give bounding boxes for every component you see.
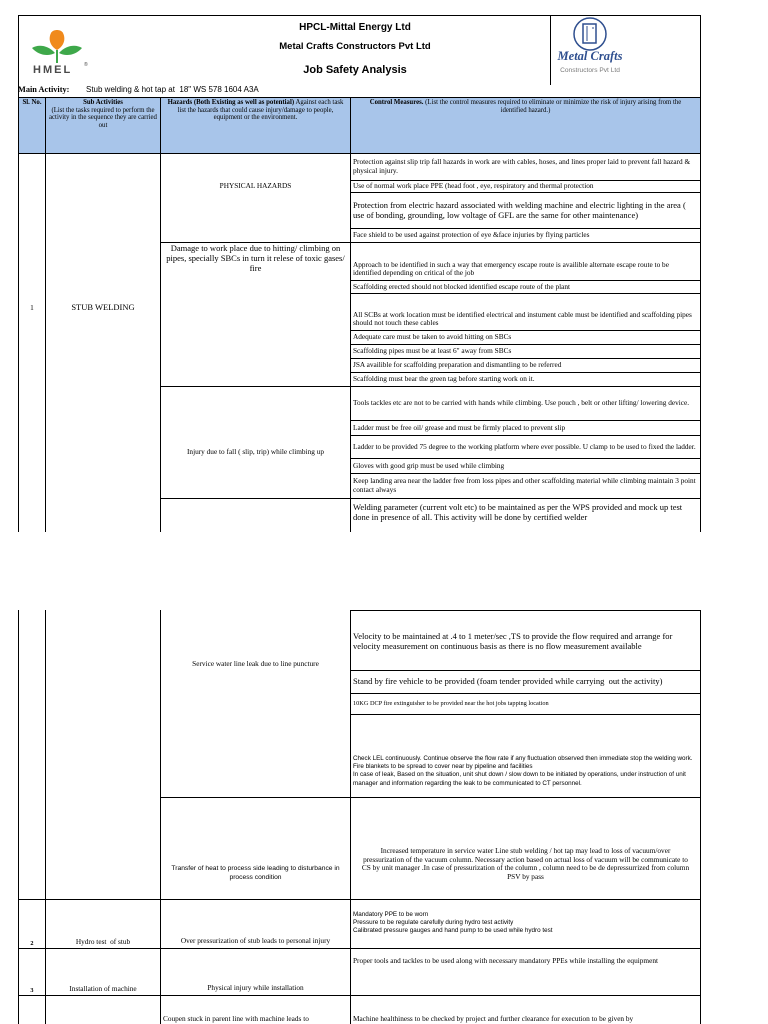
control-measure-cell	[350, 498, 701, 532]
metal-crafts-logo-name: Metal Crafts	[557, 49, 623, 63]
control-measure-cell	[350, 693, 701, 715]
row1-sub-activity-cell-continued	[45, 610, 161, 900]
hazard-text: Physical injury while installation	[207, 983, 304, 993]
hmel-logo	[30, 26, 92, 80]
control-measure-text: Ladder to be provided 75 degree to the working platform where ever possible. U clamp to be used to fixed the ladder.	[353, 441, 696, 451]
control-measure-text: Welding parameter (current volt etc) to be maintained as per the WPS provided and mock up test done in presence of all. This activity will be done by certified welder	[353, 502, 683, 522]
control-measure-text: Stand by fire vehicle to be provided (foam tender provided while carrying out the activity)	[353, 676, 663, 687]
hazard-text: Damage to work place due to hitting/ climbing on pipes, specially SBCs in turn it relese of toxic gases/ fire	[166, 243, 345, 273]
sub-activities-header-text	[49, 99, 157, 129]
control-measure-text: Approach to be identified in such a way that emergency escape route is availible alternate escape route to be identified depending on critical of the job	[353, 259, 669, 278]
control-measure-text: Use of normal work place PPE (head foot , eye, respiratory and thermal protection	[353, 181, 594, 191]
control-measure-cell	[350, 192, 701, 229]
control-measure-cell	[350, 458, 701, 474]
row1-sl-cell	[18, 153, 46, 532]
hazard-text: Coupen stuck in parent line with machine leads to	[163, 1014, 309, 1023]
hazard-cell-fall	[160, 386, 351, 499]
control-measure-line: Pressure to be regulate carefully during hydro test activity	[353, 918, 514, 926]
control-measures-header-text	[357, 99, 694, 114]
control-measure-text: Scaffolding erected should not blocked identified escape route of the plant	[353, 281, 571, 291]
row1-sub-activity: STUB WELDING	[71, 302, 135, 312]
hazard-cell-over-pressure	[160, 899, 351, 949]
control-measure-text: 10KG DCP fire extinguisher to be provided near the hot jobs tapping location	[353, 700, 549, 708]
hazard-text: Over pressurization of stub leads to personal injury	[180, 936, 331, 946]
control-measure-cell	[350, 242, 701, 281]
hmel-logo-text: HMEL	[33, 64, 73, 76]
row3-sl-cell	[18, 948, 46, 996]
control-measure-line: In case of leak, Based on the situation, unit shut down / slow down to be initiated by operations, under instruction of unit manager and information regarding the leak to be communicated to CT personnel.	[353, 771, 686, 787]
row1-sl-cell-continued	[18, 610, 46, 900]
hazard-text: Injury due to fall ( slip, trip) while climbing up	[187, 447, 324, 457]
main-activity-label: Main Activity:	[18, 85, 70, 94]
control-measure-cell	[350, 948, 701, 996]
hazards-header	[160, 97, 351, 154]
hmel-flower-icon	[30, 26, 84, 64]
control-measure-text: Gloves with good grip must be used while climbing	[353, 460, 505, 470]
control-measure-text: Increased temperature in service water Line stub welding / hot tap may lead to loss of vacuum/over pressurization of the vacuum column. Necessary action based on actual loss of vacuum will be communicate to CS by unit manager .In case of pressurization of the column , column need to be de depressurrized from column PSV by pass	[361, 845, 690, 882]
control-measure-cell	[350, 228, 701, 243]
control-measure-text: All SCBs at work location must be identified electrical and instument cable must be identified and scaffolding pipes should not touch these cables	[353, 309, 692, 328]
control-measure-cell	[350, 797, 701, 900]
control-measure-line: Check LEL continuously. Continue observe the flow rate if any fluctuation observed then immediate stop the welding work.	[353, 754, 693, 762]
company-name: HPCL-Mittal Energy Ltd	[299, 22, 411, 33]
row4-sub-activity-cell	[45, 995, 161, 1024]
control-measure-text: Face shield to be used against protection of eye &face injuries by flying particles	[353, 230, 590, 240]
control-measure-cell	[350, 473, 701, 499]
hazard-cell-coupen-stuck	[160, 995, 351, 1024]
control-measure-cell	[350, 344, 701, 359]
control-measure-cell	[350, 372, 701, 387]
hazards-header-text	[164, 99, 347, 122]
row2-sub-activity: Hydro test of stub	[75, 937, 131, 947]
sub-activities-header	[45, 97, 161, 154]
control-measure-text: JSA availible for scaffolding preparation and dismantling to be referred	[353, 360, 562, 370]
control-measure-text: Machine healthiness to be checked by project and further clearance for execution to be given by	[353, 1014, 634, 1023]
control-measure-lines	[353, 911, 553, 936]
control-desc: (List the control measures required to eliminate or minimize the risk of injury arising from the identified hazard.)	[425, 99, 682, 114]
control-measure-cell	[350, 293, 701, 331]
control-measure-line: Fire blankets to be spread to cover near by pipeline and facilities	[353, 763, 533, 771]
hazard-cell-heat-transfer	[160, 797, 351, 900]
control-measure-cell	[350, 386, 701, 421]
control-measure-text: Scaffolding pipes must be at least 6" away from SBCs	[353, 346, 512, 356]
sl-no-header	[18, 97, 46, 154]
hazard-text: PHYSICAL HAZARDS	[219, 181, 292, 190]
sl-no-header-label: Sl. No.	[22, 99, 42, 106]
hazard-cell-installation-injury	[160, 948, 351, 996]
row2-sl-no: 2	[30, 939, 34, 947]
control-measure-cell	[350, 153, 701, 181]
control-measure-cell	[350, 995, 701, 1024]
contractor-name: Metal Crafts Constructors Pvt Ltd	[279, 41, 431, 52]
hazard-cell-water-leak	[160, 610, 351, 798]
control-measure-cell	[350, 610, 701, 671]
control-measure-text: Ladder must be free oil/ grease and must be firmly placed to prevent slip	[353, 422, 566, 432]
metal-crafts-logo	[540, 15, 640, 83]
control-measure-cell	[350, 899, 701, 949]
metal-crafts-logo-sub: Constructors Pvt Ltd	[560, 67, 620, 74]
control-measure-text: Protection from electric hazard associated with welding machine and electric lighting in the area ( use of bonding, grounding, low voltage of GFL are the same for other maintenance)	[353, 199, 686, 220]
control-measure-lines	[353, 755, 698, 788]
hazard-text: Transfer of heat to process side leading to disturbance in process condition	[171, 865, 340, 881]
hazard-cell-physical	[160, 153, 351, 243]
control-measure-cell	[350, 330, 701, 345]
control-measure-text: Tools tackles etc are not to be carried with hands while climbing. Use pouch , belt or other lifting/ lowering device.	[353, 398, 690, 408]
hazard-cell-damage	[160, 242, 351, 387]
hmel-registered-mark: ®	[84, 62, 88, 68]
control-measure-text: Scaffolding must bear the green tag before starting work on it.	[353, 374, 535, 384]
row2-sl-cell	[18, 899, 46, 949]
control-measure-cell	[350, 420, 701, 436]
sub-activities-title: Sub Activities	[83, 99, 123, 106]
row3-sl-no: 3	[30, 986, 34, 994]
control-measure-text: Proper tools and tackles to be used along with necessary mandatory PPEs while installing the equipment	[353, 956, 658, 965]
row1-sub-activity-cell	[45, 153, 161, 532]
sub-activities-desc: (List the tasks required to perform the activity in the sequence they are carried out	[49, 106, 157, 129]
hazards-title: Hazards (Both Existing as well as potential)	[167, 99, 295, 106]
row3-sub-activity: Installation of machine	[69, 984, 137, 994]
metal-crafts-door-icon	[572, 16, 608, 52]
row1-sl-no: 1	[30, 303, 34, 312]
hazards-desc: Against each task list the hazards that could cause injury/damage to people, equipment or the environment.	[177, 99, 344, 122]
control-measure-text: Velocity to be maintained at .4 to 1 meter/sec ,TS to provide the flow required and arrange for velocity measurement on continuous basis as there is no flow measurement available	[353, 630, 673, 651]
row4-sl-cell	[18, 995, 46, 1024]
hazard-cell-empty	[160, 498, 351, 532]
control-measure-cell	[350, 358, 701, 373]
control-measure-cell	[350, 435, 701, 459]
control-measure-line: Calibrated pressure gauges and hand pump to be used while hydro test	[353, 927, 553, 935]
control-measure-cell	[350, 714, 701, 798]
control-measures-header	[350, 97, 701, 154]
row3-sub-activity-cell	[45, 948, 161, 996]
main-activity-value: Stub welding & hot tap at 18" WS 578 1604 A3A	[86, 85, 259, 94]
control-measure-cell	[350, 280, 701, 294]
control-measure-text: Keep landing area near the ladder free from loss pipes and other scaffolding material while climbing maintain 3 point contact always	[353, 476, 696, 494]
row2-sub-activity-cell	[45, 899, 161, 949]
control-measure-text: Protection against slip trip fall hazards in work are with cables, hoses, and lines proper laid to prevent fall hazard & physical injury.	[353, 157, 691, 175]
control-measure-line: Mandatory PPE to be worn	[353, 910, 429, 918]
control-title: Control Measures.	[369, 99, 424, 106]
control-measure-cell	[350, 670, 701, 694]
control-measure-text: Adequate care must be taken to avoid hitting on SBCs	[353, 332, 512, 342]
page-title: Job Safety Analysis	[303, 64, 407, 76]
hazard-text: Service water line leak due to line puncture	[192, 659, 319, 668]
